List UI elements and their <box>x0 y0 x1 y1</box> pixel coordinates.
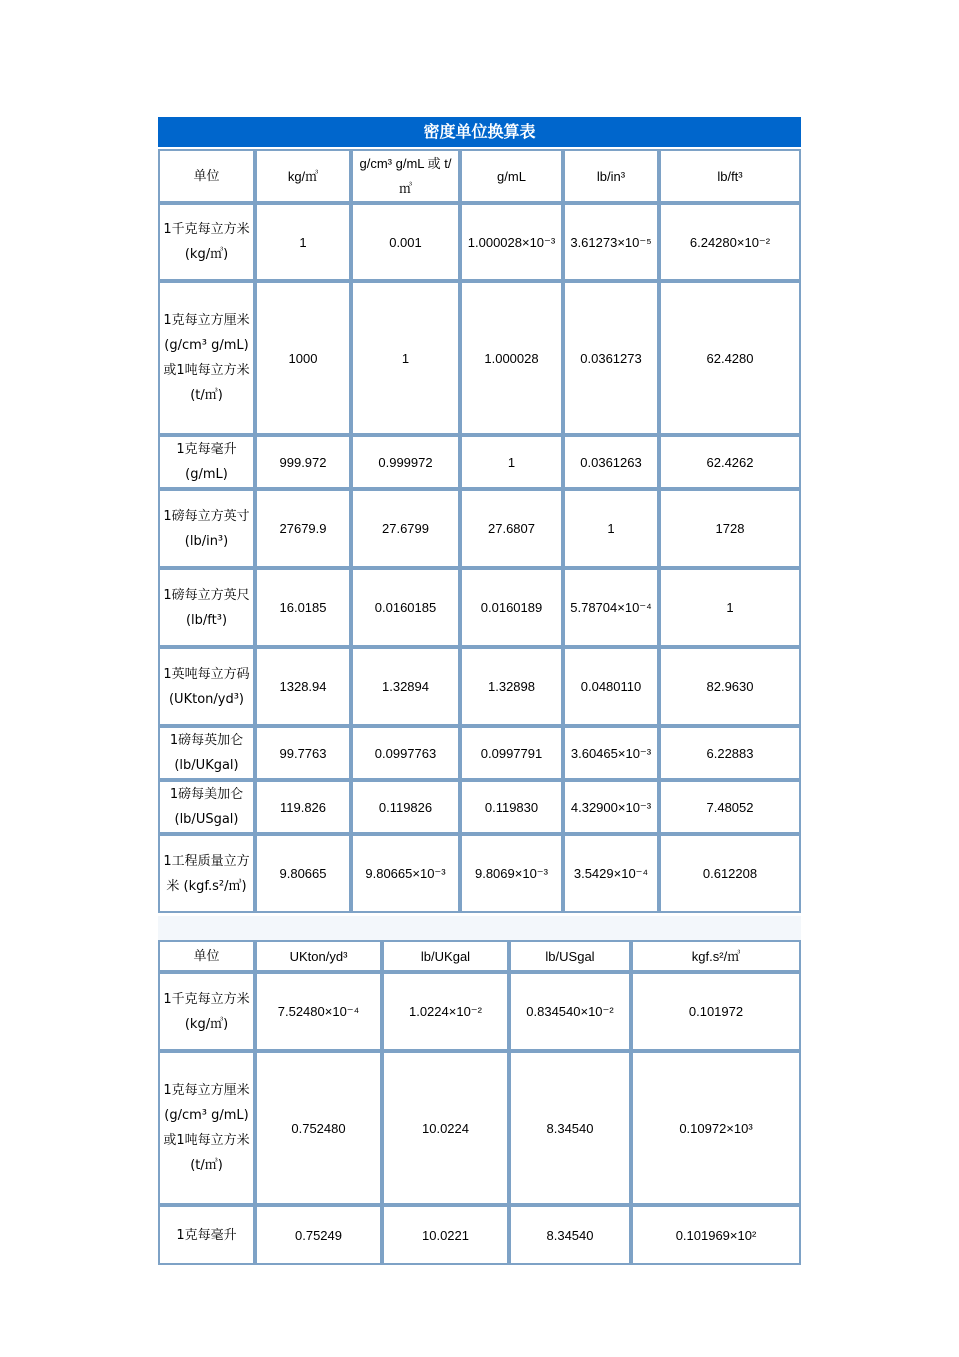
table-row <box>158 780 801 834</box>
value-cell: 0.10972×10³ <box>631 1051 801 1205</box>
value-cell: 27679.9 <box>255 489 351 568</box>
value-cell: 0.0160189 <box>460 568 563 647</box>
header-cell: g/cm³ g/mL 或 t/㎥ <box>351 149 460 203</box>
value-cell: 1 <box>351 281 460 435</box>
header-cell: lb/USgal <box>509 940 631 972</box>
value-cell: 1.32894 <box>351 647 460 726</box>
value-cell: 1328.94 <box>255 647 351 726</box>
value-cell: 6.24280×10⁻² <box>659 203 801 281</box>
value-cell: 5.78704×10⁻⁴ <box>563 568 659 647</box>
value-cell: 0.0997763 <box>351 726 460 780</box>
row-label: 1磅每立方英尺 (lb/ft³) <box>158 568 255 647</box>
value-cell: 0.119826 <box>351 780 460 834</box>
table-row <box>158 1051 801 1205</box>
table-row <box>158 568 801 647</box>
table-row <box>158 435 801 489</box>
header-row <box>158 940 801 972</box>
density-table-1 <box>158 149 801 913</box>
value-cell: 119.826 <box>255 780 351 834</box>
header-cell: kgf.s²/㎥ <box>631 940 801 972</box>
value-cell: 1.32898 <box>460 647 563 726</box>
header-cell: 单位 <box>158 149 255 203</box>
value-cell: 6.22883 <box>659 726 801 780</box>
value-cell: 9.80665 <box>255 834 351 913</box>
header-cell: kg/㎥ <box>255 149 351 203</box>
row-label: 1磅每英加仑 (lb/UKgal) <box>158 726 255 780</box>
row-label: 1克每毫升 <box>158 1205 255 1265</box>
row-label: 1克每毫升 (g/mL) <box>158 435 255 489</box>
value-cell: 4.32900×10⁻³ <box>563 780 659 834</box>
table-row <box>158 281 801 435</box>
value-cell: 999.972 <box>255 435 351 489</box>
row-label: 1磅每美加仑 (lb/USgal) <box>158 780 255 834</box>
value-cell: 0.119830 <box>460 780 563 834</box>
row-label: 1英吨每立方码 (UKton/yd³) <box>158 647 255 726</box>
table-gap <box>158 916 801 940</box>
value-cell: 9.80665×10⁻³ <box>351 834 460 913</box>
value-cell: 7.52480×10⁻⁴ <box>255 972 382 1051</box>
value-cell: 0.0160185 <box>351 568 460 647</box>
value-cell: 1 <box>460 435 563 489</box>
table-title: 密度单位换算表 <box>158 117 801 147</box>
value-cell: 0.612208 <box>659 834 801 913</box>
value-cell: 8.34540 <box>509 1205 631 1265</box>
table-row <box>158 489 801 568</box>
header-cell: g/mL <box>460 149 563 203</box>
value-cell: 7.48052 <box>659 780 801 834</box>
value-cell: 0.101969×10² <box>631 1205 801 1265</box>
header-cell: lb/UKgal <box>382 940 509 972</box>
value-cell: 0.0361273 <box>563 281 659 435</box>
row-label: 1千克每立方米 (kg/㎥) <box>158 203 255 281</box>
value-cell: 99.7763 <box>255 726 351 780</box>
value-cell: 0.001 <box>351 203 460 281</box>
value-cell: 8.34540 <box>509 1051 631 1205</box>
value-cell: 0.75249 <box>255 1205 382 1265</box>
value-cell: 27.6799 <box>351 489 460 568</box>
row-label: 1克每立方厘米 (g/cm³ g/mL) 或1吨每立方米 (t/㎥) <box>158 1051 255 1205</box>
row-label: 1工程质量立方米 (kgf.s²/㎥) <box>158 834 255 913</box>
value-cell: 27.6807 <box>460 489 563 568</box>
value-cell: 3.60465×10⁻³ <box>563 726 659 780</box>
value-cell: 62.4262 <box>659 435 801 489</box>
value-cell: 10.0221 <box>382 1205 509 1265</box>
value-cell: 1 <box>563 489 659 568</box>
value-cell: 1 <box>659 568 801 647</box>
header-cell: lb/in³ <box>563 149 659 203</box>
value-cell: 1.000028×10⁻³ <box>460 203 563 281</box>
value-cell: 0.101972 <box>631 972 801 1051</box>
table-row <box>158 203 801 281</box>
value-cell: 0.0361263 <box>563 435 659 489</box>
value-cell: 1728 <box>659 489 801 568</box>
header-cell: lb/ft³ <box>659 149 801 203</box>
value-cell: 0.752480 <box>255 1051 382 1205</box>
value-cell: 0.0997791 <box>460 726 563 780</box>
value-cell: 1.0224×10⁻² <box>382 972 509 1051</box>
value-cell: 10.0224 <box>382 1051 509 1205</box>
value-cell: 0.999972 <box>351 435 460 489</box>
table-row <box>158 647 801 726</box>
value-cell: 1 <box>255 203 351 281</box>
row-label: 1千克每立方米 (kg/㎥) <box>158 972 255 1051</box>
value-cell: 62.4280 <box>659 281 801 435</box>
header-cell: UKton/yd³ <box>255 940 382 972</box>
density-table-2 <box>158 940 801 1265</box>
value-cell: 0.834540×10⁻² <box>509 972 631 1051</box>
header-cell: 单位 <box>158 940 255 972</box>
value-cell: 0.0480110 <box>563 647 659 726</box>
header-row <box>158 149 801 203</box>
table-row <box>158 972 801 1051</box>
table-row <box>158 726 801 780</box>
value-cell: 1.000028 <box>460 281 563 435</box>
table-row <box>158 834 801 913</box>
value-cell: 3.61273×10⁻⁵ <box>563 203 659 281</box>
value-cell: 9.8069×10⁻³ <box>460 834 563 913</box>
table-row <box>158 1205 801 1265</box>
value-cell: 3.5429×10⁻⁴ <box>563 834 659 913</box>
row-label: 1克每立方厘米 (g/cm³ g/mL) 或1吨每立方米 (t/㎥) <box>158 281 255 435</box>
row-label: 1磅每立方英寸 (lb/in³) <box>158 489 255 568</box>
value-cell: 1000 <box>255 281 351 435</box>
value-cell: 82.9630 <box>659 647 801 726</box>
value-cell: 16.0185 <box>255 568 351 647</box>
